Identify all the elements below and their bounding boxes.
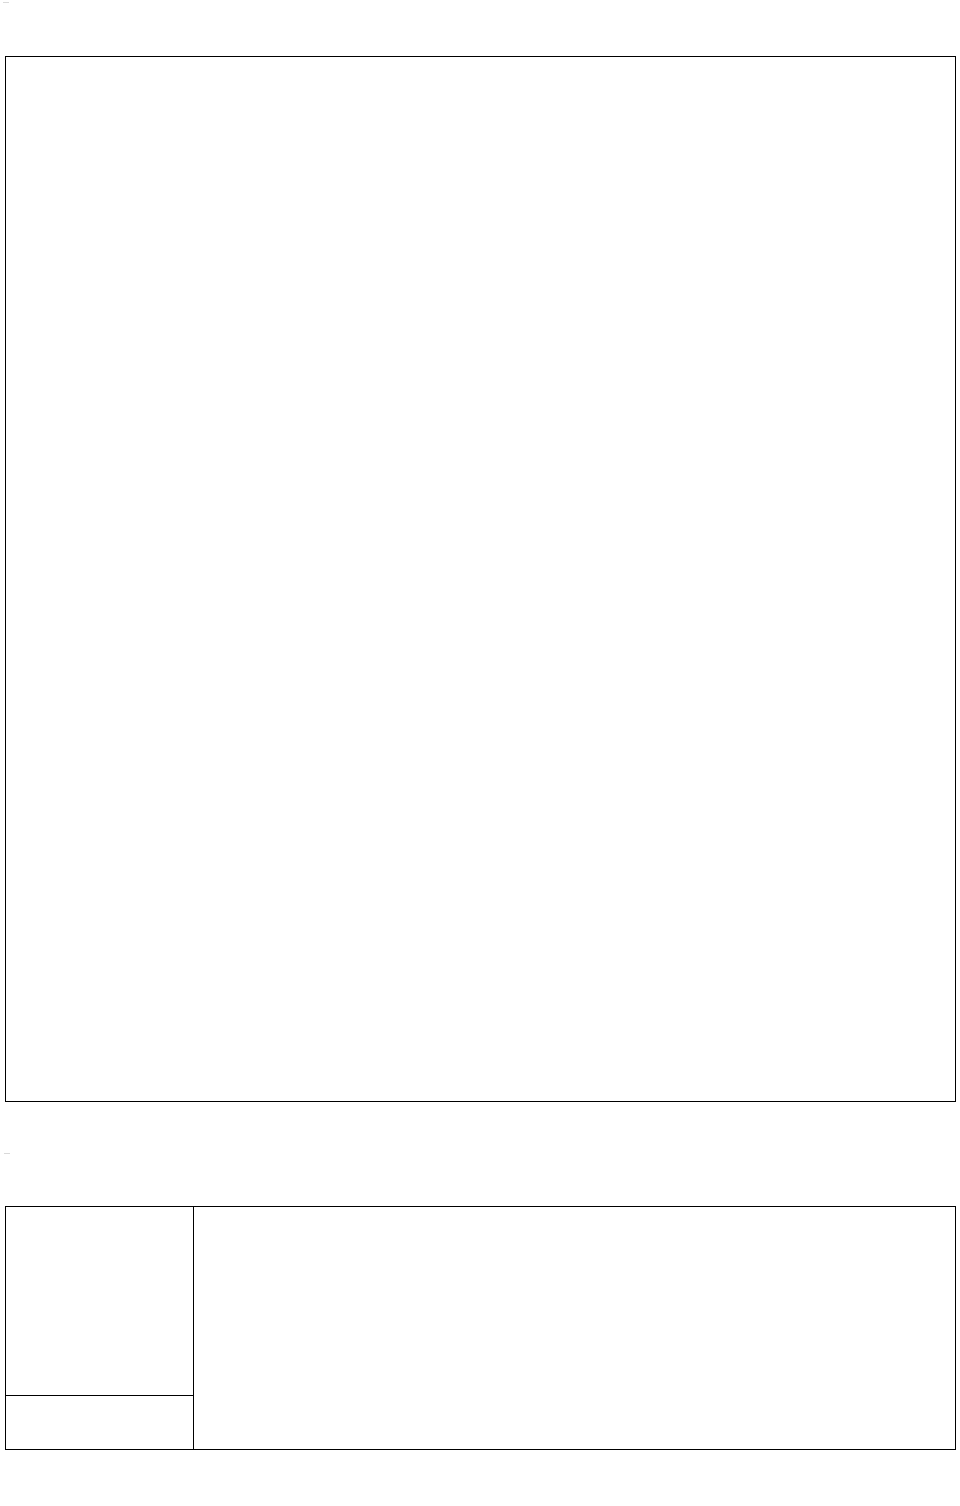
table-header-row <box>6 91 955 139</box>
column-divider <box>193 1207 194 1449</box>
row-divider <box>6 1395 193 1396</box>
header-student-load <box>698 91 814 139</box>
literature-table <box>5 1206 956 1450</box>
header-lp <box>6 91 70 139</box>
header-unit <box>826 91 946 139</box>
section-d-heading <box>3 2 9 3</box>
ects-balance-table <box>5 56 956 1102</box>
header-activity-type <box>74 91 714 139</box>
table-title-row <box>6 57 955 91</box>
table-title <box>6 57 957 91</box>
section-e-heading <box>4 1153 10 1154</box>
